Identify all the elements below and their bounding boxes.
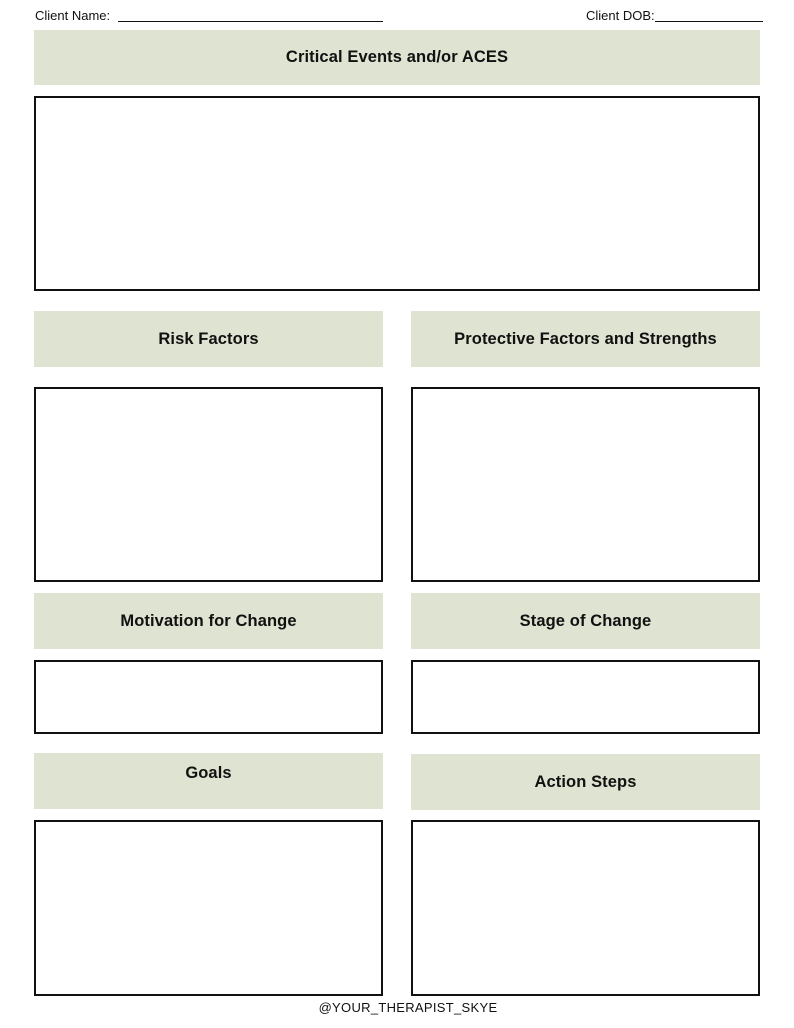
motivation-header: Motivation for Change xyxy=(34,593,383,649)
client-dob-field[interactable] xyxy=(655,21,763,22)
action-steps-box[interactable] xyxy=(411,820,760,996)
protective-factors-header: Protective Factors and Strengths xyxy=(411,311,760,367)
footer-handle: @YOUR_THERAPIST_SKYE xyxy=(318,1000,498,1015)
client-dob-label: Client DOB: xyxy=(586,8,655,23)
stage-of-change-box[interactable] xyxy=(411,660,760,734)
action-steps-header: Action Steps xyxy=(411,754,760,810)
risk-factors-header: Risk Factors xyxy=(34,311,383,367)
stage-of-change-header: Stage of Change xyxy=(411,593,760,649)
client-name-field[interactable] xyxy=(118,21,383,22)
motivation-box[interactable] xyxy=(34,660,383,734)
goals-box[interactable] xyxy=(34,820,383,996)
risk-factors-box[interactable] xyxy=(34,387,383,582)
protective-factors-box[interactable] xyxy=(411,387,760,582)
goals-header: Goals xyxy=(34,753,383,809)
critical-events-header: Critical Events and/or ACES xyxy=(34,30,760,85)
client-name-label: Client Name: xyxy=(35,8,111,23)
critical-events-box[interactable] xyxy=(34,96,760,291)
